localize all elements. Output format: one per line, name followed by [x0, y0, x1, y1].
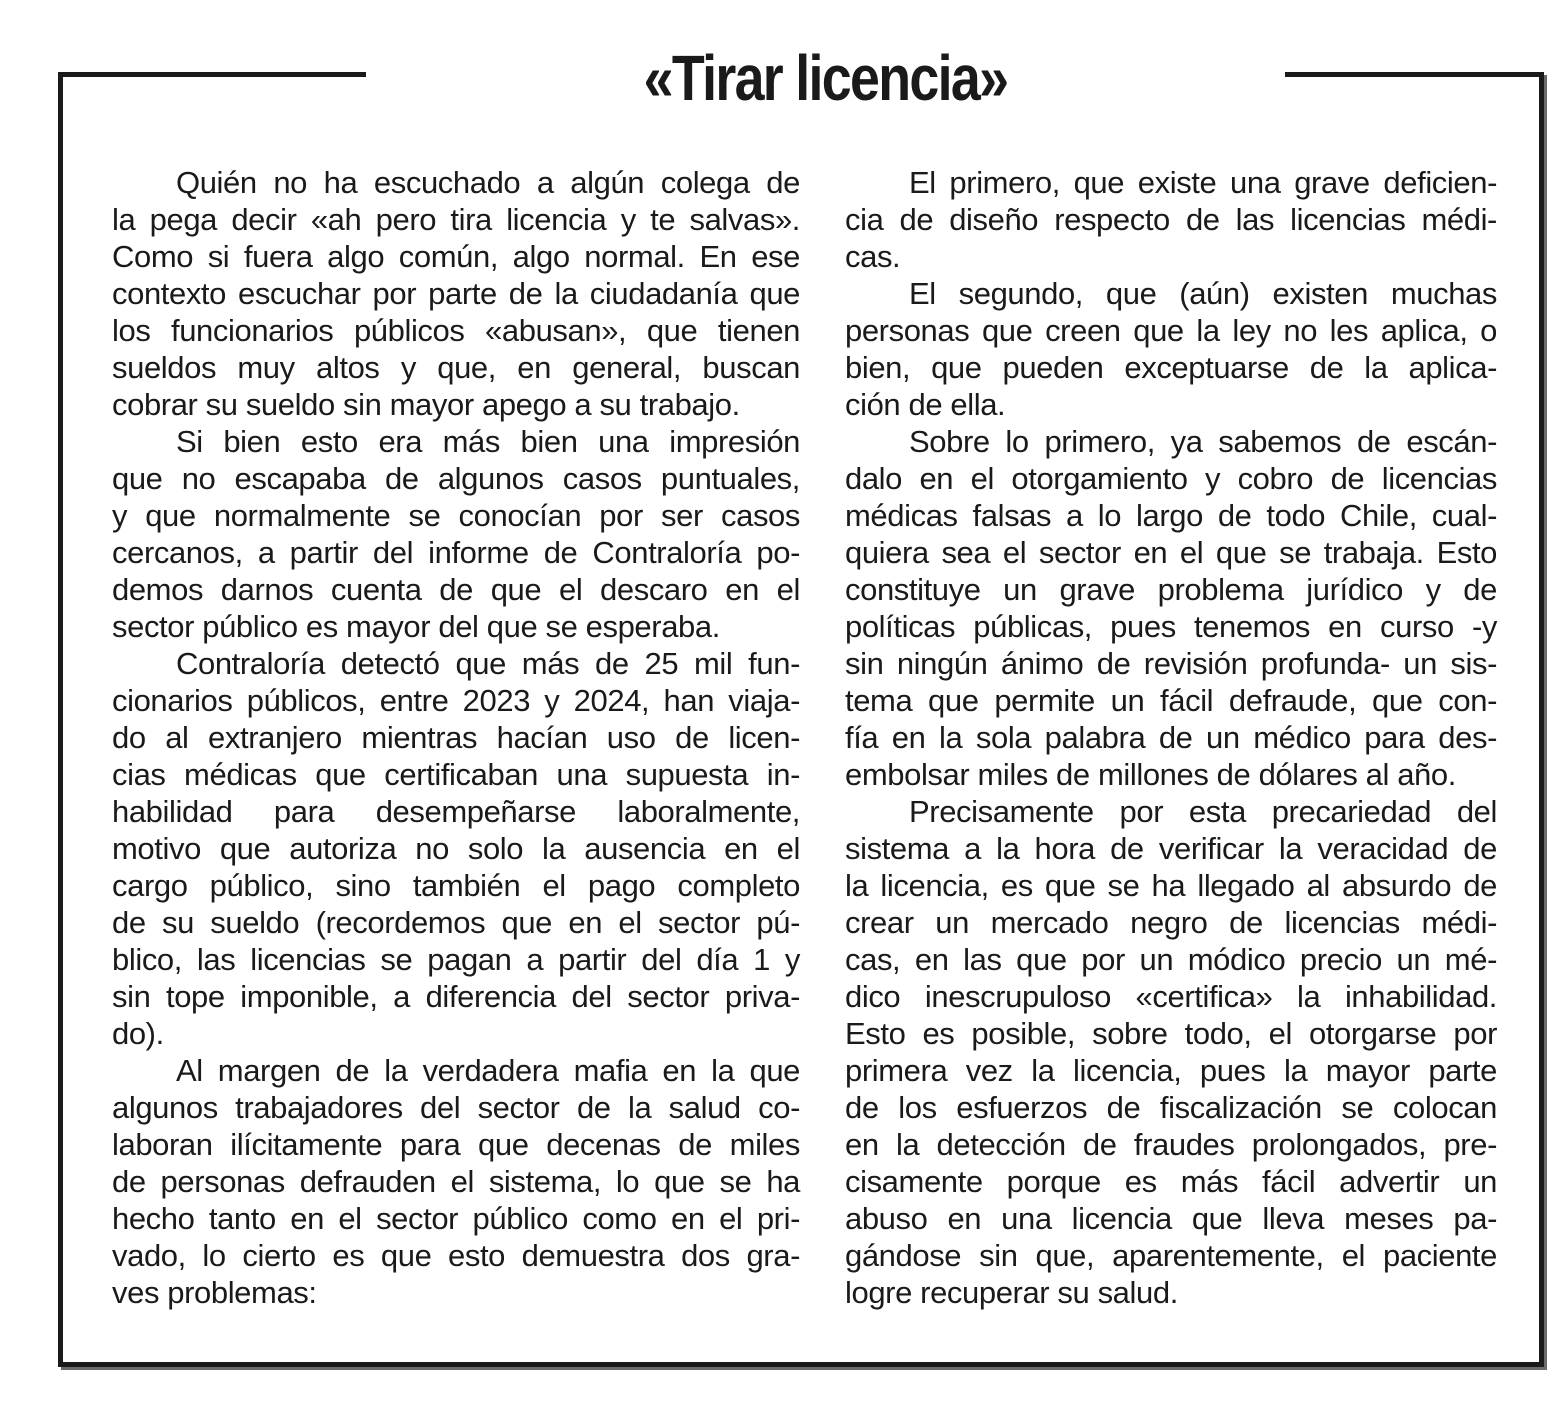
text-line: los funcionarios públicos «abusan», que tienen [112, 313, 800, 348]
text-line: Sobre lo primero, ya sabemos de escán- [909, 424, 1497, 459]
text-line: hecho tanto en el sector público como en el pri- [112, 1201, 800, 1236]
text-line: logre recuperar su salud. [845, 1275, 1178, 1310]
text-line: sin ningún ánimo de revisión profunda- un sis- [845, 646, 1497, 681]
text-line: de los esfuerzos de fiscalización se colocan [845, 1090, 1497, 1125]
text-line: quiera sea el sector en el que se trabaja. Esto [845, 535, 1497, 570]
text-line: y que normalmente se conocían por ser casos [112, 498, 800, 533]
text-line: ción de ella. [845, 387, 1006, 422]
text-line: embolsar miles de millones de dólares al año. [845, 757, 1456, 792]
text-line: crear un mercado negro de licencias médi- [845, 905, 1497, 940]
text-line: El segundo, que (aún) existen muchas [909, 276, 1497, 311]
text-line: médicas falsas a lo largo de todo Chile, cual- [845, 498, 1497, 533]
text-line: cercanos, a partir del informe de Contraloría po- [112, 535, 800, 570]
article-title: «Tirar licencia» [643, 42, 1008, 114]
text-line: primera vez la licencia, pues la mayor parte [845, 1053, 1497, 1088]
text-line: sistema a la hora de verificar la veracidad de [845, 831, 1497, 866]
text-line: Precisamente por esta precariedad del [909, 794, 1497, 829]
text-line: cas, en las que por un módico precio un mé- [845, 942, 1497, 977]
article-column-left [112, 164, 800, 1311]
text-line: cas. [845, 239, 901, 274]
text-line: cobrar su sueldo sin mayor apego a su trabajo. [112, 387, 740, 422]
text-line: abuso en una licencia que lleva meses pa- [845, 1201, 1497, 1236]
text-line: do al extranjero mientras hacían uso de licen- [112, 720, 800, 755]
text-line: fía en la sola palabra de un médico para des- [845, 720, 1497, 755]
text-line: cisamente porque es más fácil advertir un [845, 1164, 1497, 1199]
text-line: Como si fuera algo común, algo normal. En ese [112, 239, 800, 274]
text-line: la licencia, es que se ha llegado al absurdo de [845, 868, 1497, 903]
text-line: la pega decir «ah pero tira licencia y te salvas». [112, 202, 800, 237]
text-line: algunos trabajadores del sector de la salud co- [112, 1090, 800, 1125]
text-line: El primero, que existe una grave deficien- [909, 165, 1497, 200]
text-line: tema que permite un fácil defraude, que con- [845, 683, 1497, 718]
text-line: blico, las licencias se pagan a partir del día 1 y [112, 942, 800, 977]
text-line: dico inescrupuloso «certifica» la inhabilidad. [845, 979, 1497, 1014]
text-line: en la detección de fraudes prolongados, pre- [845, 1127, 1497, 1162]
text-line: Al margen de la verdadera mafia en la que [176, 1053, 800, 1088]
text-line: políticas públicas, pues tenemos en curso -y [845, 609, 1497, 644]
text-line: cia de diseño respecto de las licencias médi- [845, 202, 1497, 237]
title-rule-left [58, 72, 366, 77]
article-column-right [845, 164, 1497, 1311]
text-line: contexto escuchar por parte de la ciudadanía que [112, 276, 800, 311]
text-line: habilidad para desempeñarse laboralmente, [112, 794, 800, 829]
text-line: sin tope imponible, a diferencia del sector priva- [112, 979, 800, 1014]
text-line: motivo que autoriza no solo la ausencia en el [112, 831, 800, 866]
text-line: laboran ilícitamente para que decenas de miles [112, 1127, 800, 1162]
text-line: que no escapaba de algunos casos puntuales, [112, 461, 800, 496]
text-line: sueldos muy altos y que, en general, buscan [112, 350, 800, 385]
text-line: cionarios públicos, entre 2023 y 2024, han viaja- [112, 683, 800, 718]
text-line: ves problemas: [112, 1275, 317, 1310]
text-line: constituye un grave problema jurídico y de [845, 572, 1497, 607]
text-line: cias médicas que certificaban una supuesta in- [112, 757, 800, 792]
text-line: dalo en el otorgamiento y cobro de licencias [845, 461, 1497, 496]
text-line: personas que creen que la ley no les aplica, o [845, 313, 1497, 348]
text-line: Esto es posible, sobre todo, el otorgarse por [845, 1016, 1497, 1051]
title-rule-right [1285, 72, 1539, 77]
text-line: Quién no ha escuchado a algún colega de [176, 165, 800, 200]
text-line: bien, que pueden exceptuarse de la aplica- [845, 350, 1497, 385]
text-line: de personas defrauden el sistema, lo que se ha [112, 1164, 800, 1199]
text-line: vado, lo cierto es que esto demuestra dos gra- [112, 1238, 800, 1273]
text-line: Contraloría detectó que más de 25 mil fun- [176, 646, 800, 681]
text-line: Si bien esto era más bien una impresión [176, 424, 800, 459]
text-line: do). [112, 1016, 164, 1051]
text-line: cargo público, sino también el pago completo [112, 868, 800, 903]
text-line: sector público es mayor del que se esperaba. [112, 609, 720, 644]
text-line: de su sueldo (recordemos que en el sector pú- [112, 905, 800, 940]
text-line: demos darnos cuenta de que el descaro en el [112, 572, 800, 607]
text-line: gándose sin que, aparentemente, el paciente [845, 1238, 1497, 1273]
